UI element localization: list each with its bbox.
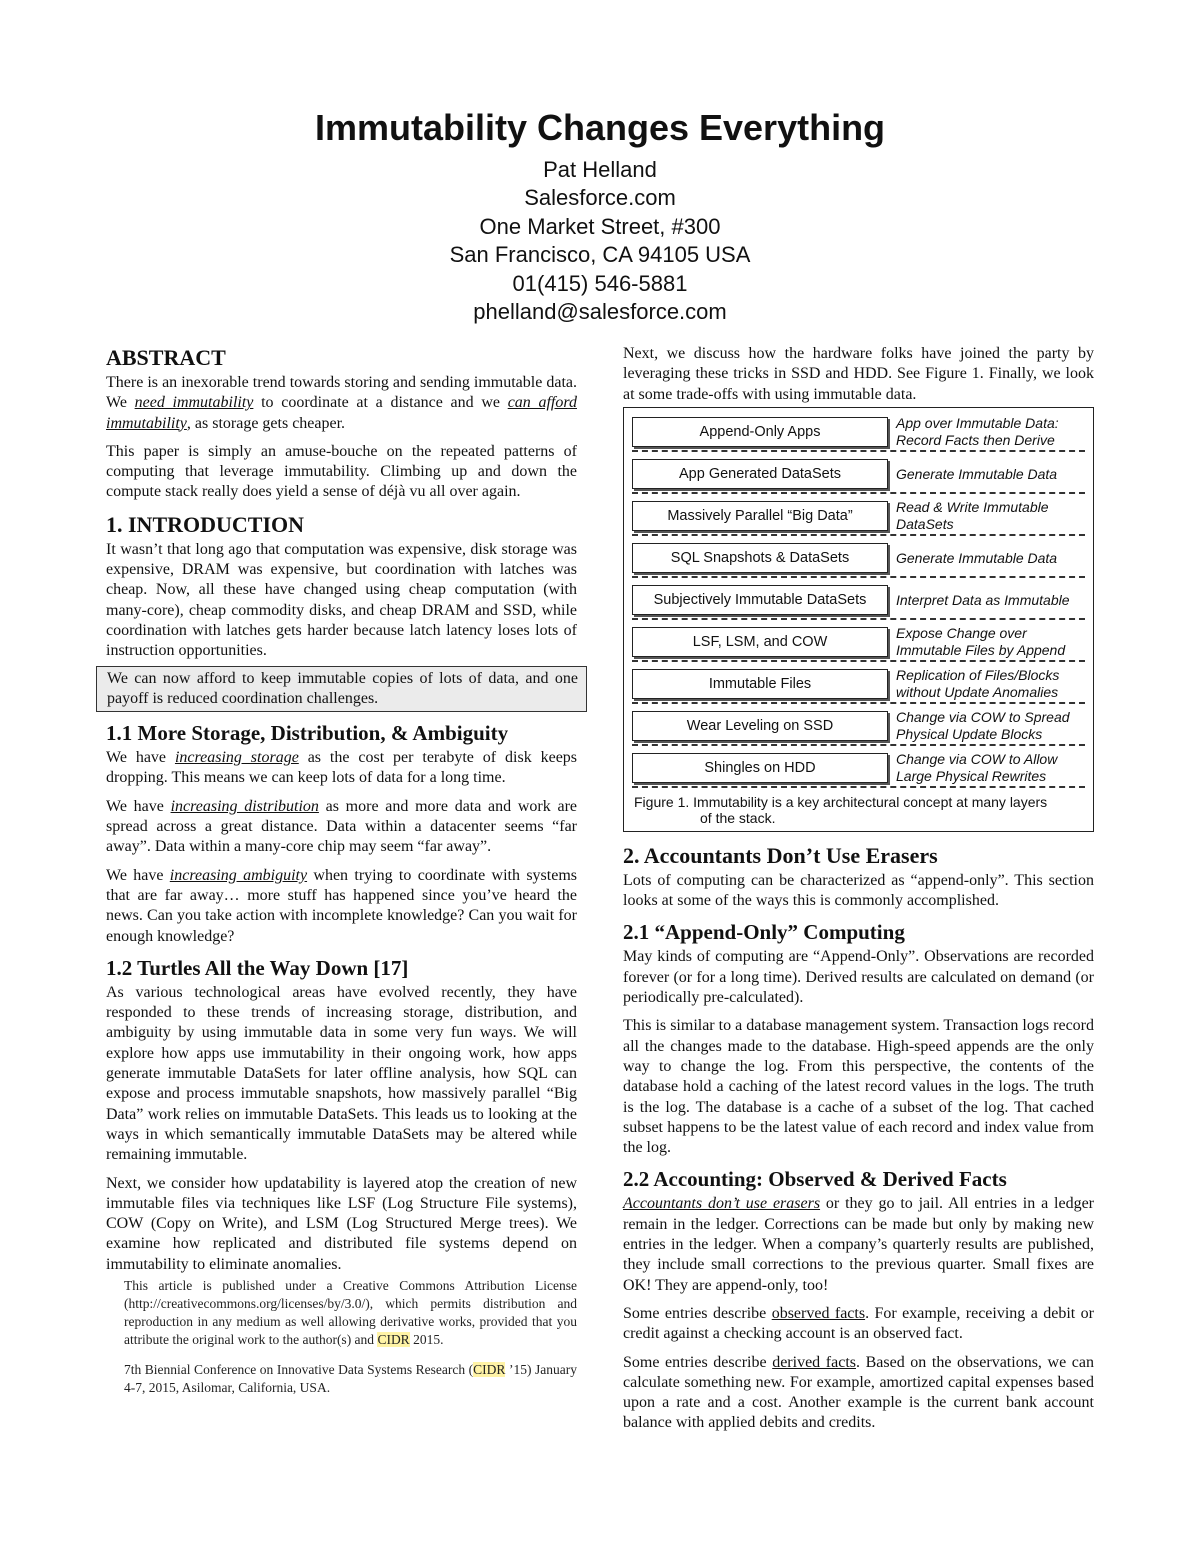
- derived-facts-paragraph: Some entries describe derived facts. Based on the observations, we can calculate something new. For example, amortized capital expenses based upon a rate and a cost. Another example is the current bank account balance with applied debits and credits.: [623, 1353, 1094, 1432]
- observed-facts-paragraph: Some entries describe observed facts. For example, receiving a debit or credit against a checking account is an observed fact.: [623, 1304, 1094, 1343]
- figure-layer-box: Massively Parallel “Big Data”: [632, 501, 888, 531]
- figure-1: [623, 407, 1094, 832]
- figure-layer-row: [632, 456, 1085, 494]
- figure-layer-description: Replication of Files/Blocks without Update Anomalies: [896, 667, 1060, 700]
- figure-layer-description: Generate Immutable Data: [896, 549, 1058, 566]
- distribution-paragraph: We have increasing distribution as more and more data and work are spread across a great distance. Data within a datacenter seems “far away”. Data within a many-core chip may seem “far away”.: [106, 797, 578, 856]
- append-only-paragraph-1: May kinds of computing are “Append-Only”. Observations are recorded forever (or for a long time). Derived results are calculated on demand (or periodically pre-calculated).: [623, 948, 1094, 1007]
- cidr-highlight: CIDR: [377, 1331, 410, 1347]
- author-email: phelland@salesforce.com: [473, 299, 727, 325]
- figure-layer-box: App Generated DataSets: [632, 459, 888, 489]
- figure-layer-box: Immutable Files: [632, 669, 888, 699]
- figure-layer-box: SQL Snapshots & DataSets: [632, 543, 888, 573]
- figure-layer-row: [632, 666, 1085, 704]
- figure-stack: [632, 414, 1085, 788]
- section-1-2-heading: 1.2 Turtles All the Way Down [17]: [106, 955, 409, 980]
- derived-facts-term: derived facts: [772, 1353, 856, 1371]
- increasing-distribution-emphasis: increasing distribution: [170, 797, 319, 815]
- author-org: Salesforce.com: [524, 185, 676, 211]
- increasing-ambiguity-emphasis: increasing ambiguity: [169, 866, 308, 884]
- figure-layer-description: Interpret Data as Immutable: [896, 591, 1070, 608]
- section-2-heading: 2. Accountants Don’t Use Erasers: [623, 842, 938, 868]
- section-2-2-heading: 2.2 Accounting: Observed & Derived Facts: [623, 1167, 1007, 1192]
- append-only-paragraph-2: This is similar to a database management system. Transaction logs record all the changes made to the database. High-speed appends are the only way to change the log. From this perspective, the contents of the database hold a caching of the latest record values in the logs. The truth is the log. The database is a cache of a subset of the log. That cached subset happens to be the latest value of each record and index value from the log.: [623, 1017, 1094, 1157]
- figure-layer-box: Append-Only Apps: [632, 417, 888, 447]
- turtles-paragraph-1: As various technological areas have evolved recently, they have responded to these trends of increasing storage, distribution, and ambiguity by using immutable data in some very fun ways. We will explore how apps use immutability in their ongoing work, how apps generate immutable DataSets for later offline analysis, how SQL can expose and process immutable snapshots, how massively parallel “Big Data” work relies on immutable DataSets. This leads us to looking at the ways in which semantically immutable DataSets may be altered while remaining immutable.: [106, 983, 577, 1164]
- figure-layer-box: Wear Leveling on SSD: [632, 711, 888, 741]
- author-street: One Market Street, #300: [479, 213, 721, 239]
- right-column: [623, 344, 1094, 1442]
- storage-paragraph: We have increasing storage as the cost per terabyte of disk keeps dropping. This means we can keep lots of data for a long time.: [106, 749, 578, 787]
- paper-title: Immutability Changes Everything: [314, 107, 886, 148]
- author-block: [0, 156, 1200, 326]
- introduction-heading: 1. INTRODUCTION: [106, 511, 305, 537]
- figure-layer-description: Read & Write Immutable DataSets: [896, 499, 1049, 532]
- accounting-paragraph-1: Accountants don’t use erasers or they go to jail. All entries in a ledger remain in the ledger. Corrections can be made but only by making new entries in the ledger. When a company’s quarterly results are published, they include small corrections to the previous quarter. Small fixes are OK! They are append-only, too!: [623, 1195, 1094, 1294]
- increasing-storage-emphasis: increasing storage: [174, 749, 299, 767]
- section-2-paragraph: Lots of computing can be characterized as “append-only”. This section looks at some of the ways this is commonly accomplished.: [623, 871, 1094, 910]
- section-1-1-heading: 1.1 More Storage, Distribution, & Ambiguity: [106, 721, 509, 746]
- figure-layer-box: Subjectively Immutable DataSets: [632, 585, 888, 615]
- callout-box: We can now afford to keep immutable copies of lots of data, and one payoff is reduced coordination challenges.: [96, 666, 587, 713]
- figure-layer-row: [632, 750, 1085, 788]
- ambiguity-paragraph: We have increasing ambiguity when trying to coordinate with systems that are far away… more stuff has happened since you’ve heard the news. Can you take action with incomplete knowledge? Can you wait for enough knowledge?: [106, 866, 577, 945]
- figure-layer-row: [632, 708, 1085, 746]
- turtles-paragraph-2: Next, we consider how updatability is layered atop the creation of new immutable files via techniques like LSF (Log Structure File systems), COW (Copy on Write), and LSM (Log Structured Merge trees). We examine how replicated and distributed file systems depend on immutability to eliminate anomalies.: [106, 1174, 577, 1273]
- hardware-paragraph: Next, we discuss how the hardware folks have joined the party by leveraging these tricks in SSD and HDD. See Figure 1. Finally, we look at some trade-offs with using immutable data.: [623, 345, 1094, 403]
- figure-layer-description: Change via COW to Allow Large Physical Rewrites: [896, 751, 1058, 784]
- figure-layer-box: LSF, LSM, and COW: [632, 627, 888, 657]
- figure-caption: Figure 1. Immutability is a key architectural concept at many layers of the stack.: [634, 793, 1048, 827]
- author-phone: 01(415) 546-5881: [512, 270, 688, 296]
- figure-layer-description: Generate Immutable Data: [896, 465, 1058, 482]
- abstract-paragraph-2: This paper is simply an amuse-bouche on the repeated patterns of computing that leverage immutability. Climbing up and down the compute stack really does yield a sense of déjà vu all over again.: [106, 442, 577, 501]
- author-name: Pat Helland: [543, 157, 657, 182]
- figure-layer-description: App over Immutable Data: Record Facts then Derive: [896, 415, 1059, 448]
- figure-layer-row: [632, 540, 1085, 578]
- figure-layer-row: [632, 624, 1085, 662]
- afford-immutability-emphasis: can afford immutability: [106, 394, 577, 432]
- cidr-highlight: CIDR: [473, 1361, 506, 1377]
- license-footnote: This article is published under a Creative Commons Attribution License (http://creativecommons.org/licenses/by/3.0/), which permits distribution and reproduction in any medium as well allowing derivative works, provided that you attribute the original work to the author(s) and CIDR 2015.: [124, 1277, 577, 1347]
- figure-layer-description: Expose Change over Immutable Files by Append: [896, 625, 1066, 658]
- author-city: San Francisco, CA 94105 USA: [449, 242, 751, 268]
- figure-layer-row: [632, 498, 1085, 536]
- figure-layer-row: [632, 414, 1085, 452]
- figure-layer-box: Shingles on HDD: [632, 753, 888, 783]
- need-immutability-emphasis: need immutability: [134, 394, 254, 412]
- figure-layer-description: Change via COW to Spread Physical Update Blocks: [896, 709, 1070, 742]
- introduction-paragraph: It wasn’t that long ago that computation was expensive, disk storage was expensive, DRAM was expensive, but coordination with latches was cheap. Now, all these have changed using cheap computation (with many-core), cheap commodity disks, and cheap DRAM and SSD, while coordination with latches gets harder because latch latency loses lots of instruction opportunities.: [106, 540, 577, 660]
- left-column: [106, 344, 577, 1397]
- observed-facts-term: observed facts: [771, 1304, 866, 1322]
- abstract-heading: ABSTRACT: [106, 345, 226, 370]
- section-2-1-heading: 2.1 “Append-Only” Computing: [623, 920, 905, 945]
- abstract-paragraph-1: There is an inexorable trend towards storing and sending immutable data. We need immutability to coordinate at a distance and we can afford immutability, as storage gets cheaper.: [106, 374, 577, 432]
- accountants-emphasis: Accountants don’t use erasers: [623, 1195, 821, 1213]
- conference-footnote: 7th Biennial Conference on Innovative Data Systems Research (CIDR ’15) January 4-7, 2015, Asilomar, California, USA.: [124, 1361, 577, 1395]
- figure-layer-row: [632, 582, 1085, 620]
